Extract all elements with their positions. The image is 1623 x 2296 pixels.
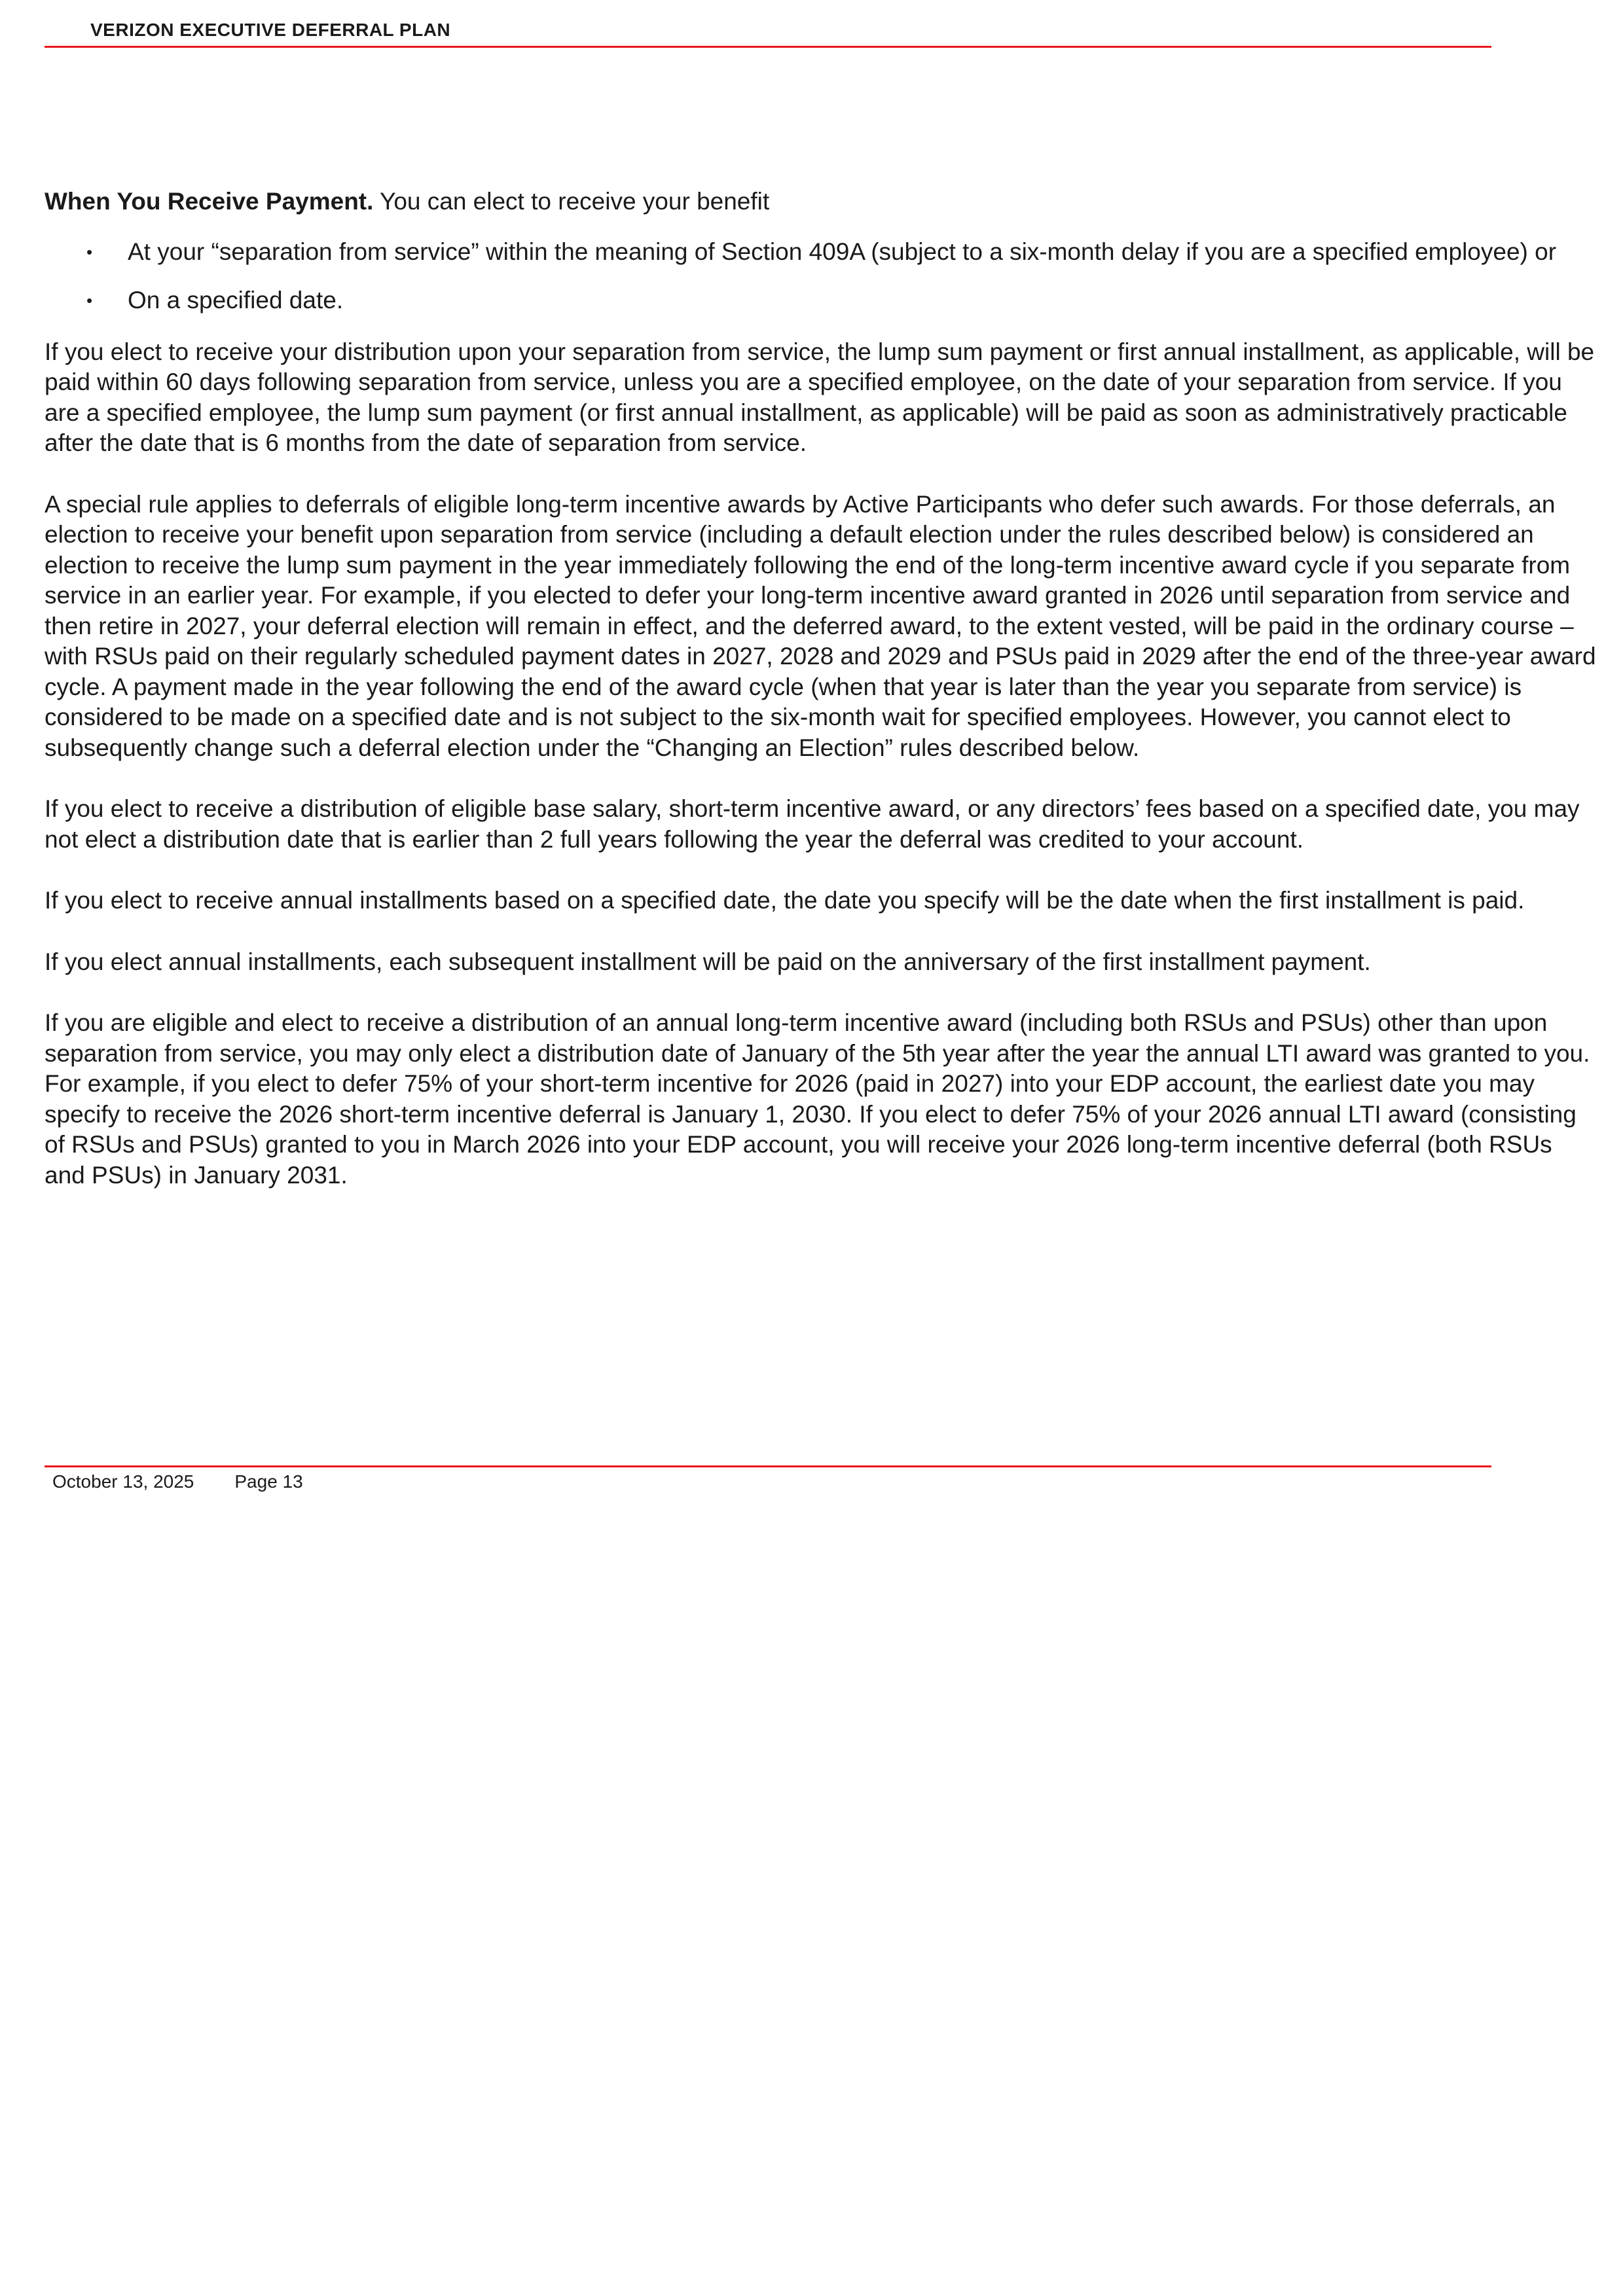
section-lead-text: You can elect to receive your benefit [373,188,770,215]
page-footer [52,1471,303,1492]
list-item [45,285,1596,316]
paragraph-lti-distribution: If you are eligible and elect to receive a distribution of an annual long-term incentive award (including both RSUs and PSUs) other than upon separation from service, you may only elect a distribution date of January of the 5th year after the year the annual LTI award was granted to you. For example, if you elect to defer 75% of your short-term incentive for 2026 (paid in 2027) into your EDP account, the earliest date you may specify to receive the 2026 short-term incentive deferral is January 1, 2030. If you elect to defer 75% of your 2026 annual LTI award (consisting of RSUs and PSUs) granted to you in March 2026 into your EDP account, you will receive your 2026 long-term incentive deferral (both RSUs and PSUs) in January 2031. [45,1009,1590,1189]
paragraph-special-rule: A special rule applies to deferrals of eligible long-term incentive awards by Active Participants who defer such awards. For those deferrals, an election to receive your benefit upon separation from service (including a default election under the rules described below) is considered an election to receive the lump sum payment in the year immediately following the end of the long-term incentive award cycle if you separate from service in an earlier year. For example, if you elected to defer your long-term incentive award granted in 2026 until separation from service and then retire in 2027, your deferral election will remain in effect, and the deferred award, to the extent vested, will be paid in the ordinary course – with RSUs paid on their regularly scheduled payment dates in 2027, 2028 and 2029 and PSUs paid in 2029 after the end of the three-year award cycle. A payment made in the year following the end of the award cycle (when that year is later than the year you separate from service) is considered to be made on a specified date and is not subject to the six-month wait for specified employees. However, you cannot elect to subsequently change such a deferral election under the “Changing an Election” rules described below. [45,490,1596,761]
paragraph-installments-anniversary: If you elect annual installments, each subsequent installment will be paid on the anniversary of the first installment payment. [45,948,1371,975]
paragraph-installments-date: If you elect to receive annual installments based on a specified date, the date you specify will be the date when the first installment is paid. [45,887,1525,914]
header-divider [45,46,1491,48]
paragraph-specified-date: If you elect to receive a distribution of eligible base salary, short-term incentive award, or any directors’ fees based on a specified date, you may not elect a distribution date that is earlier than 2 full years following the year the deferral was credited to your account. [45,795,1580,853]
document-body [45,187,1596,1221]
section-lead [45,187,1596,217]
bullet-icon: • [86,291,93,310]
payment-options-list [45,237,1596,316]
list-item-text: On a specified date. [128,287,344,314]
document-header-title: VERIZON EXECUTIVE DEFERRAL PLAN [90,20,451,40]
section-heading: When You Receive Payment. [45,188,374,215]
footer-page-number: Page 13 [234,1471,303,1492]
footer-divider [45,1465,1491,1467]
bullet-icon: • [86,242,93,262]
footer-date: October 13, 2025 [52,1471,194,1492]
paragraph-separation-payment: If you elect to receive your distribution upon your separation from service, the lump sum payment or first annual installment, as applicable, will be paid within 60 days following separation from service, unless you are a specified employee, on the date of your separation from service. If you are a specified employee, the lump sum payment (or first annual installment, as applicable) will be paid as soon as administratively practicable after the date that is 6 months from the date of separation from service. [45,338,1595,456]
list-item-text: At your “separation from service” within the meaning of Section 409A (subject to a six-month delay if you are a specified employee) or [128,238,1557,265]
list-item [45,237,1596,268]
